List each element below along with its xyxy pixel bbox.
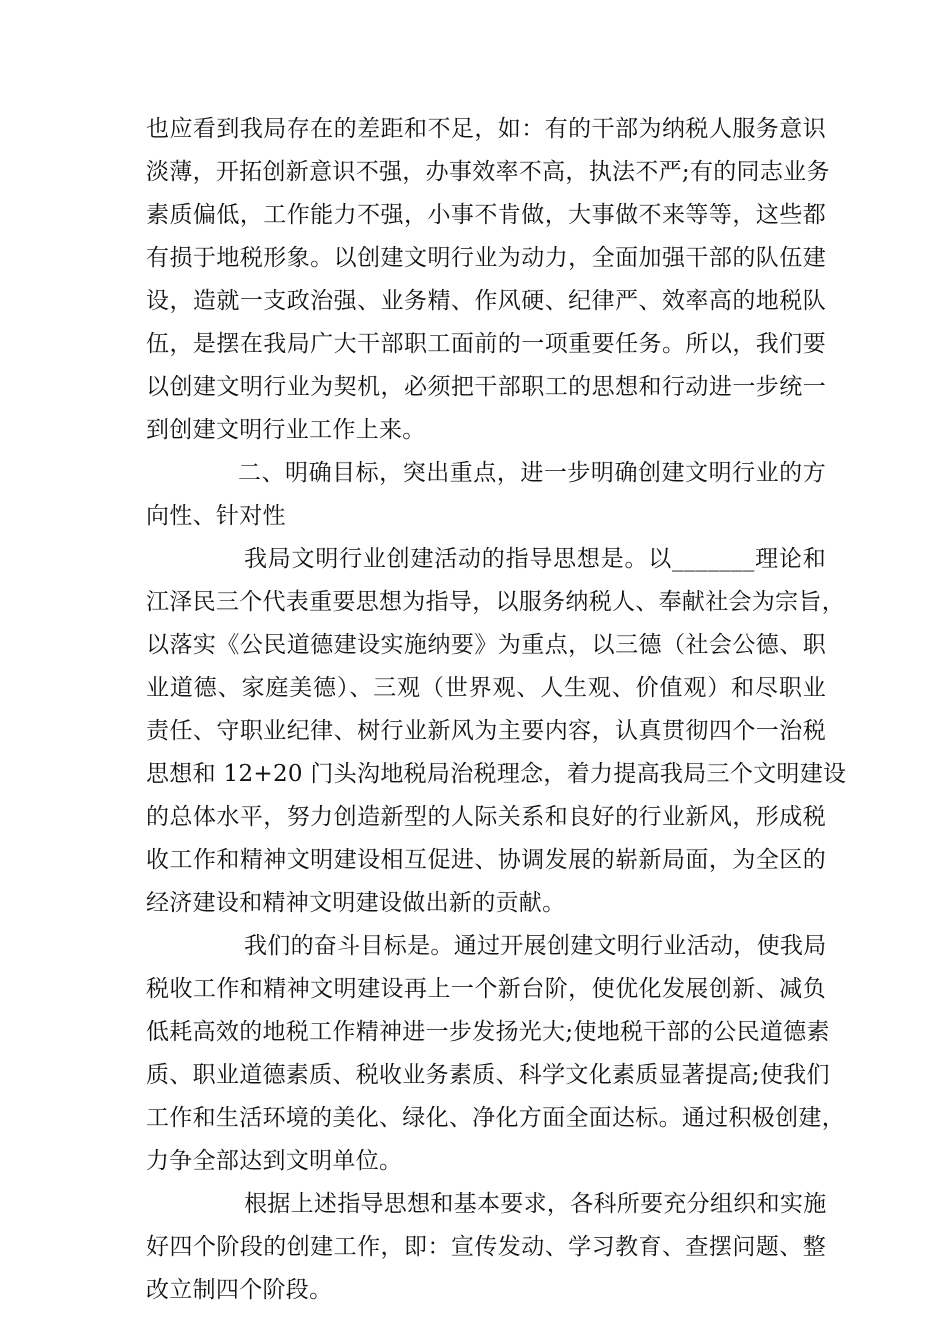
body-line: 江泽民三个代表重要思想为指导，以服务纳税人、奉献社会为宗旨， <box>146 589 845 615</box>
body-line: 责任、守职业纪律、树行业新风为主要内容，认真贯彻四个一治税 <box>146 718 826 744</box>
paragraph-first-line: 根据上述指导思想和基本要求，各科所要充分组织和实施 <box>244 1191 827 1217</box>
body-line: 力争全部达到文明单位。 <box>146 1148 403 1174</box>
body-line: 以落实《公民道德建设实施纳要》为重点，以三德（社会公德、职 <box>146 632 826 658</box>
body-line: 到创建文明行业工作上来。 <box>146 417 426 443</box>
paragraph-first-line: 我们的奋斗目标是。通过开展创建文明行业活动，使我局 <box>244 933 827 959</box>
body-line: 有损于地税形象。以创建文明行业为动力，全面加强干部的队伍建 <box>146 245 826 271</box>
body-line: 税收工作和精神文明建设再上一个新台阶，使优化发展创新、减负 <box>146 976 826 1002</box>
body-line: 改立制四个阶段。 <box>146 1277 333 1303</box>
body-line: 伍，是摆在我局广大干部职工面前的一项重要任务。所以，我们要 <box>146 331 826 357</box>
body-line: 低耗高效的地税工作精神进一步发扬光大;使地税干部的公民道德素 <box>146 1019 830 1045</box>
body-line: 素质偏低，工作能力不强，小事不肯做，大事做不来等等，这些都 <box>146 202 826 228</box>
body-line: 的总体水平，努力创造新型的人际关系和良好的行业新风，形成税 <box>146 804 826 830</box>
body-line: 业道德、家庭美德）、三观（世界观、人生观、价值观）和尽职业 <box>146 675 826 701</box>
body-line: 经济建设和精神文明建设做出新的贡献。 <box>146 890 566 916</box>
body-line: 好四个阶段的创建工作，即：宣传发动、学习教育、查摆问题、整 <box>146 1234 826 1260</box>
paragraph-first-line: 我局文明行业创建活动的指导思想是。以_______理论和 <box>244 546 826 572</box>
section-heading-continued: 向性、针对性 <box>146 503 286 529</box>
section-heading: 二、明确目标，突出重点，进一步明确创建文明行业的方 <box>238 460 826 486</box>
body-line: 以创建文明行业为契机，必须把干部职工的思想和行动进一步统一 <box>146 374 826 400</box>
body-line: 质、职业道德素质、税收业务素质、科学文化素质显著提高;使我们 <box>146 1062 830 1088</box>
body-line: 思想和 12+20 门头沟地税局治税理念，着力提高我局三个文明建设 <box>146 761 847 787</box>
body-line: 设，造就一支政治强、业务精、作风硬、纪律严、效率高的地税队 <box>146 288 826 314</box>
body-line: 也应看到我局存在的差距和不足，如：有的干部为纳税人服务意识 <box>146 116 826 142</box>
body-line: 淡薄，开拓创新意识不强，办事效率不高，执法不严;有的同志业务 <box>146 159 830 185</box>
body-line: 收工作和精神文明建设相互促进、协调发展的崭新局面，为全区的 <box>146 847 826 873</box>
body-line: 工作和生活环境的美化、绿化、净化方面全面达标。通过积极创建， <box>146 1105 845 1131</box>
